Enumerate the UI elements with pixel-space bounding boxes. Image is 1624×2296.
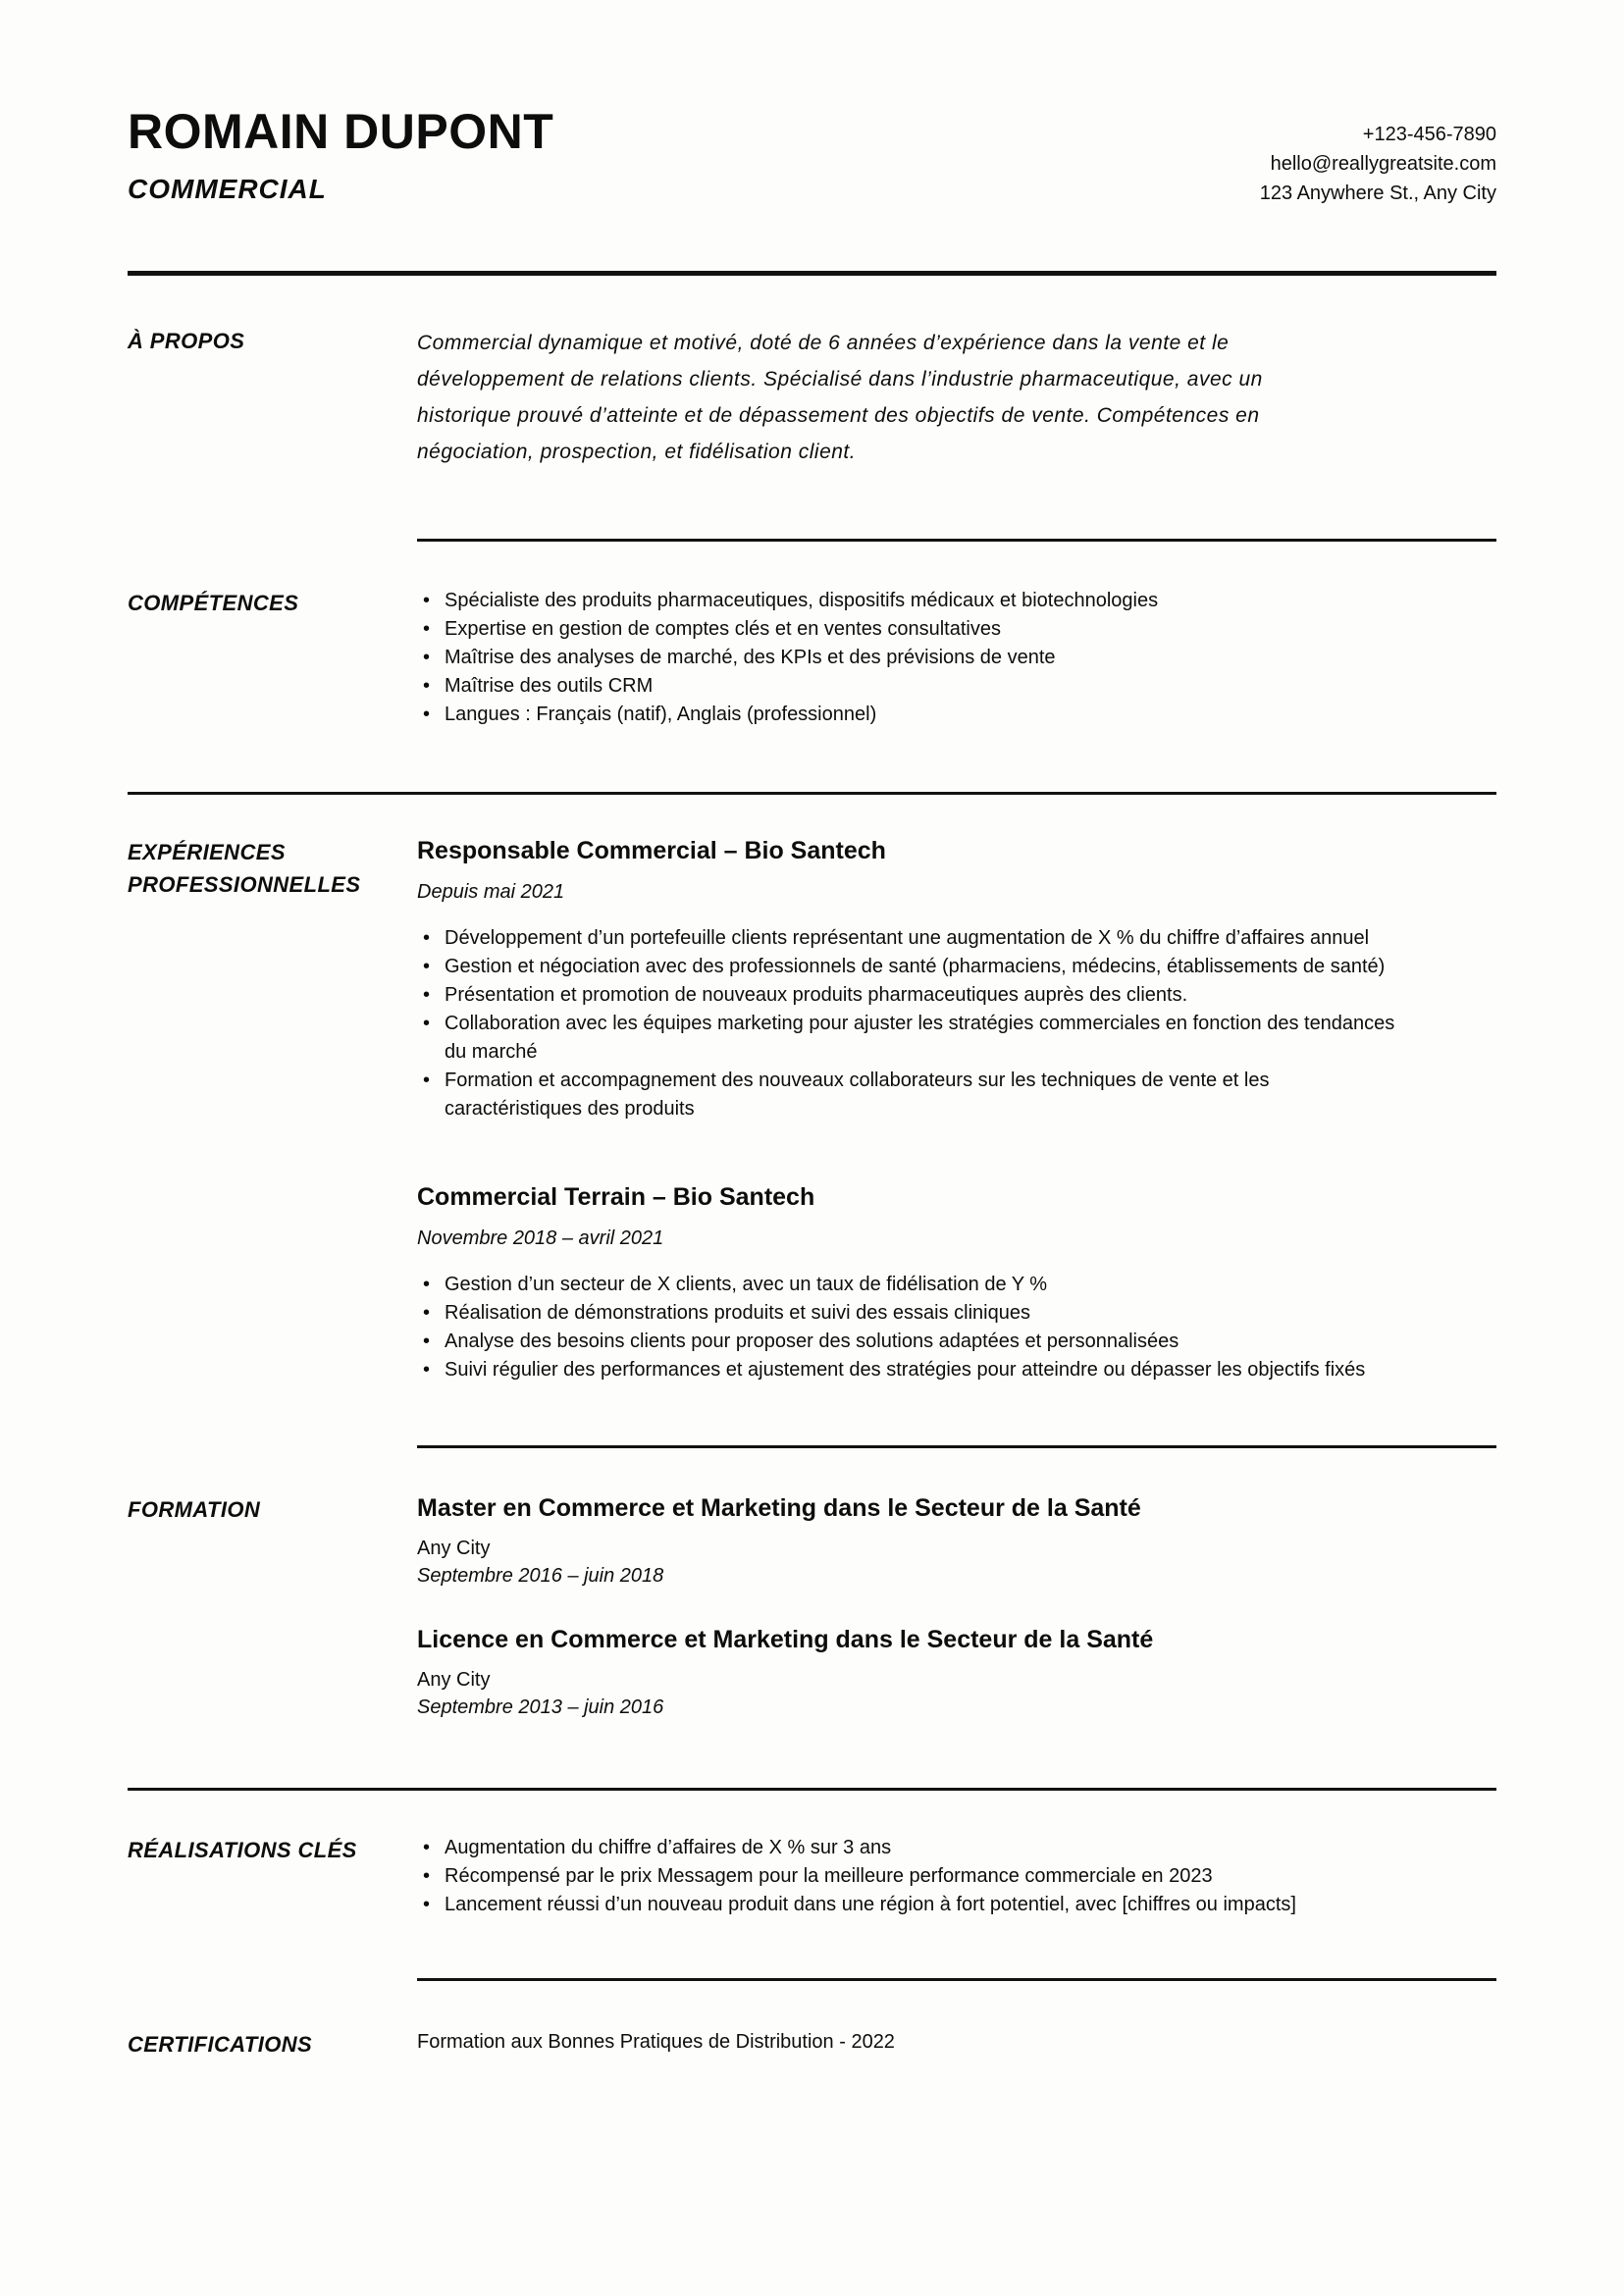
- achievements-content: [417, 1834, 1496, 1919]
- section-label-about: À PROPOS: [128, 329, 245, 353]
- section-skills: [128, 542, 1496, 792]
- section-achievements: [128, 1791, 1496, 1978]
- section-label-skills: COMPÉTENCES: [128, 591, 299, 615]
- achievements-list: [417, 1834, 1408, 1919]
- degree-entry: [417, 1625, 1496, 1721]
- list-item: • Maîtrise des analyses de marché, des KPIs et des prévisions de vente: [417, 644, 1408, 672]
- list-item: • Collaboration avec les équipes marketing pour ajuster les stratégies commerciales en fonction des tendances du marché: [417, 1010, 1408, 1067]
- degree-location: Any City: [417, 1538, 491, 1559]
- list-item: • Augmentation du chiffre d’affaires de X % sur 3 ans: [417, 1834, 1408, 1862]
- contact-phone: +123-456-7890: [1362, 124, 1496, 145]
- contact-block: [1260, 106, 1496, 208]
- section-about: [128, 276, 1496, 539]
- certifications-content: [417, 2028, 1496, 2056]
- degree-location: Any City: [417, 1669, 491, 1691]
- job-dates: Novembre 2018 – avril 2021: [417, 1227, 664, 1249]
- list-item: • Suivi régulier des performances et ajustement des stratégies pour atteindre ou dépasser les objectifs fixés: [417, 1356, 1408, 1384]
- list-item: • Gestion et négociation avec des professionnels de santé (pharmaciens, médecins, établissements de santé): [417, 953, 1408, 981]
- list-item: • Lancement réussi d’un nouveau produit dans une région à fort potentiel, avec [chiffres ou impacts]: [417, 1891, 1408, 1919]
- list-item: • Gestion d’un secteur de X clients, avec un taux de fidélisation de Y %: [417, 1271, 1408, 1299]
- job-title: Responsable Commercial – Bio Santech: [417, 837, 886, 864]
- contact-email: hello@reallygreatsite.com: [1270, 153, 1496, 175]
- about-paragraph: Commercial dynamique et motivé, doté de 6 années d’expérience dans la vente et le développement de relations clients. Spécialisé dans l’industrie pharmaceutique, avec un historique prouvé d’atteinte et de dépassement des objectifs de vente. Compétences en négociation, prospection, et fidélisation client.: [417, 332, 1263, 463]
- job-dates: Depuis mai 2021: [417, 881, 565, 903]
- list-item: • Présentation et promotion de nouveaux produits pharmaceutiques auprès des clients.: [417, 981, 1408, 1010]
- job-title: Commercial Terrain – Bio Santech: [417, 1183, 815, 1211]
- about-content: [417, 325, 1496, 470]
- list-item: • Spécialiste des produits pharmaceutiques, dispositifs médicaux et biotechnologies: [417, 587, 1408, 615]
- list-item: • Récompensé par le prix Messagem pour la meilleure performance commerciale en 2023: [417, 1862, 1408, 1891]
- certification-item: Formation aux Bonnes Pratiques de Distribution - 2022: [417, 2031, 895, 2053]
- list-item: • Maîtrise des outils CRM: [417, 672, 1408, 701]
- education-content: [417, 1493, 1496, 1721]
- job-bullet-list: [417, 1271, 1408, 1384]
- experience-content: [417, 836, 1496, 1384]
- section-certifications: [128, 1981, 1496, 2061]
- header: [128, 106, 1496, 208]
- job-entry: [417, 836, 1496, 1123]
- resume-page: [128, 106, 1496, 2061]
- degree-title: Licence en Commerce et Marketing dans le Secteur de la Santé: [417, 1626, 1154, 1653]
- list-item: • Développement d’un portefeuille clients représentant une augmentation de X % du chiffre d’affaires annuel: [417, 924, 1408, 953]
- person-name: ROMAIN DUPONT: [128, 104, 554, 159]
- skills-content: [417, 587, 1496, 729]
- section-label-education: FORMATION: [128, 1497, 261, 1522]
- degree-title: Master en Commerce et Marketing dans le Secteur de la Santé: [417, 1494, 1141, 1522]
- section-education: [128, 1448, 1496, 1788]
- person-job-title: COMMERCIAL: [128, 173, 327, 204]
- section-label-achievements: RÉALISATIONS CLÉS: [128, 1838, 357, 1862]
- list-item: • Expertise en gestion de comptes clés et en ventes consultatives: [417, 615, 1408, 644]
- section-experience: [128, 795, 1496, 1445]
- degree-entry: [417, 1493, 1496, 1590]
- identity-block: [128, 106, 553, 205]
- degree-dates: Septembre 2016 – juin 2018: [417, 1565, 664, 1587]
- job-bullet-list: [417, 924, 1408, 1123]
- skills-list: [417, 587, 1408, 729]
- contact-address: 123 Anywhere St., Any City: [1259, 183, 1496, 204]
- section-label-experience: EXPÉRIENCES PROFESSIONNELLES: [128, 840, 361, 897]
- section-label-certifications: CERTIFICATIONS: [128, 2032, 313, 2057]
- list-item: • Langues : Français (natif), Anglais (professionnel): [417, 701, 1408, 729]
- degree-dates: Septembre 2013 – juin 2016: [417, 1696, 664, 1718]
- list-item: • Analyse des besoins clients pour proposer des solutions adaptées et personnalisées: [417, 1328, 1408, 1356]
- list-item: • Formation et accompagnement des nouveaux collaborateurs sur les techniques de vente et les caractéristiques des produits: [417, 1067, 1408, 1123]
- list-item: • Réalisation de démonstrations produits et suivi des essais cliniques: [417, 1299, 1408, 1328]
- job-entry: [417, 1182, 1496, 1384]
